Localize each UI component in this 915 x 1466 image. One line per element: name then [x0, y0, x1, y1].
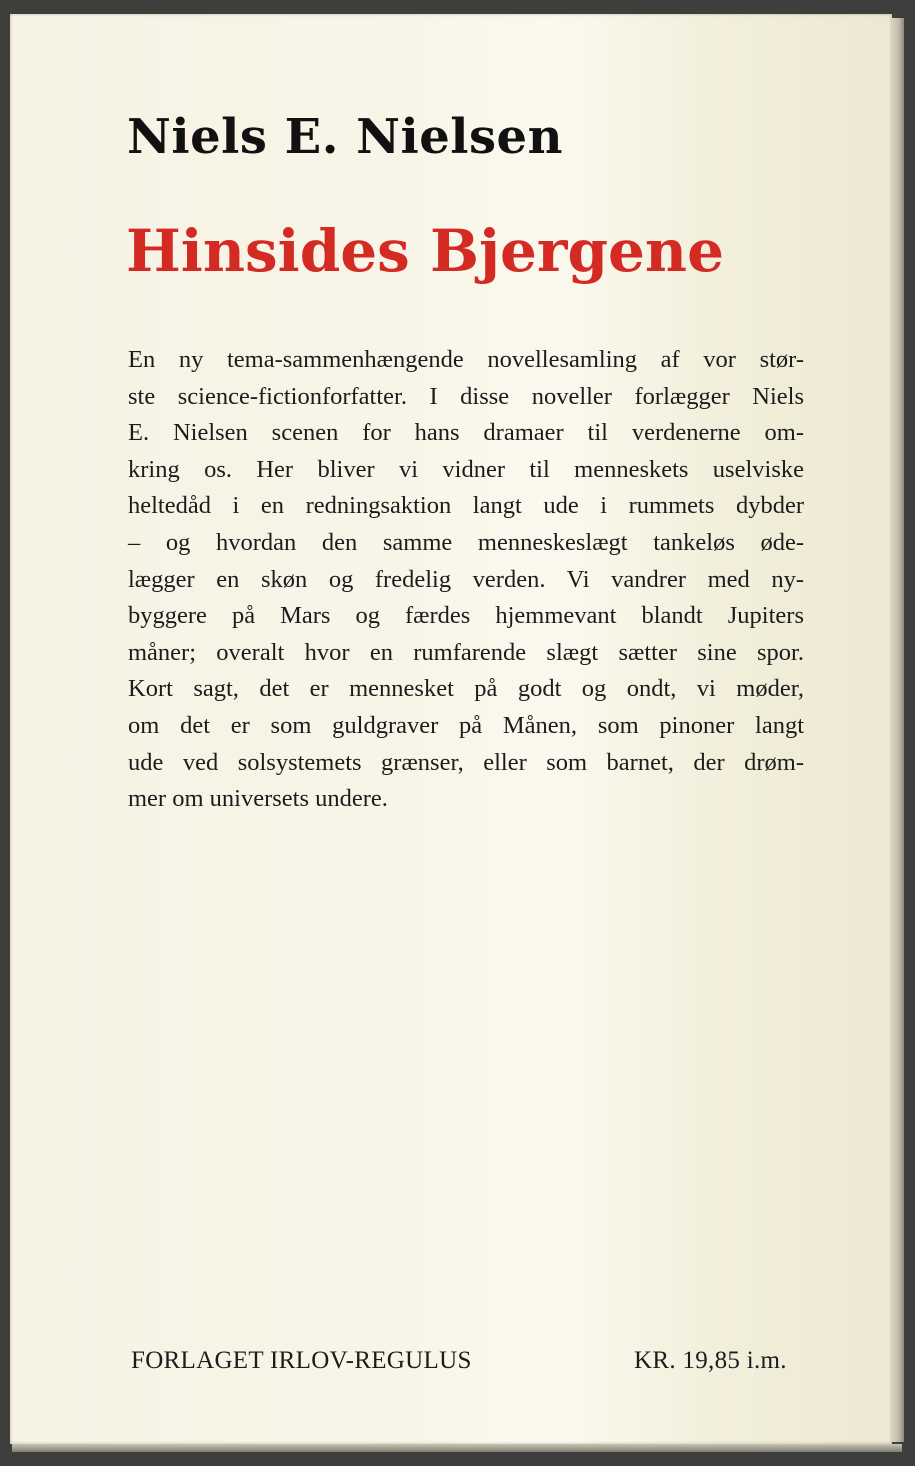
blurb-line: En ny tema-sammenhængende novellesamling af vor stør- [128, 346, 804, 373]
book-edge-bottom [12, 1444, 902, 1452]
blurb-line: byggere på Mars og færdes hjemmevant blandt Jupiters [128, 602, 804, 630]
blurb-line: ude ved solsystemets grænser, eller som barnet, der drøm- [128, 748, 804, 776]
blurb-line: måner; overalt hvor en rumfarende slægt sætter sine spor. [128, 638, 804, 666]
author-name: Niels E. Nielsen [127, 109, 563, 165]
blurb-line: – og hvordan den samme menneskeslægt tankeløs øde- [128, 528, 804, 556]
blurb-line: kring os. Her bliver vi vidner til menneskets uselviske [128, 455, 804, 483]
price-label: KR. 19,85 i.m. [634, 1347, 787, 1374]
blurb-line: om det er som guldgraver på Månen, som pinoner langt [128, 711, 804, 739]
blurb-line: heltedåd i en redningsaktion langt ude i rummets dybder [128, 492, 804, 520]
blurb-text [128, 342, 804, 818]
blurb-line: mer om universets undere. [128, 785, 388, 813]
blurb-line: E. Nielsen scenen for hans dramaer til verdenerne om- [128, 419, 804, 447]
publisher-name: FORLAGET IRLOV-REGULUS [131, 1347, 472, 1374]
blurb-line: ste science-fictionforfatter. I disse noveller forlægger Niels [128, 382, 804, 410]
blurb-line: lægger en skøn og fredelig verden. Vi vandrer med ny- [128, 565, 804, 593]
blurb-line: Kort sagt, det er mennesket på godt og ondt, vi møder, [128, 675, 804, 703]
book-title: Hinsides Bjergene [126, 217, 724, 285]
back-cover [10, 14, 892, 1444]
book-edge-right [892, 18, 904, 1442]
